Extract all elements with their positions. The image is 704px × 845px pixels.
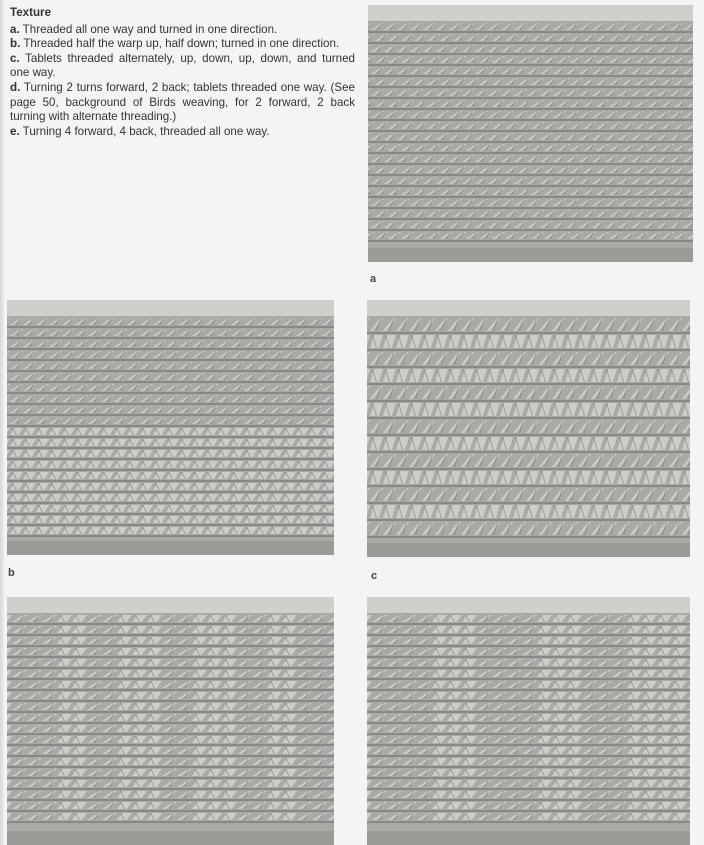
- weave-photo-b: [7, 300, 334, 555]
- weave-texture-image: [7, 300, 334, 555]
- weave-photo-e: [367, 597, 690, 845]
- caption-letter: c.: [10, 51, 20, 65]
- caption-text: Tablets threaded alternately, up, down, up, down, and turned one way.: [10, 51, 355, 80]
- caption-text: Threaded all one way and turned in one direction.: [19, 22, 278, 36]
- figure-label-c: c: [371, 570, 378, 582]
- caption-heading: Texture: [10, 6, 52, 19]
- caption-letter: b.: [10, 37, 21, 51]
- texture-caption: [10, 6, 355, 139]
- caption-letter: e.: [10, 124, 20, 138]
- caption-text: Turning 2 turns forward, 2 back; tablets threaded one way. (See page 50, background of Birds weaving, for 2 forward, 2 back turning with alternate threading.): [10, 80, 355, 124]
- figure-label-b: b: [8, 567, 15, 579]
- caption-item-b: [10, 37, 355, 52]
- figure-label-a: a: [370, 273, 377, 285]
- caption-text: Threaded half the warp up, half down; turned in one direction.: [20, 37, 340, 51]
- page-gutter-shadow: [0, 0, 4, 845]
- weave-photo-a: [368, 5, 693, 262]
- caption-text: Turning 4 forward, 4 back, threaded all one way.: [19, 124, 270, 138]
- caption-letter: d.: [10, 80, 21, 94]
- weave-photo-c: [367, 300, 690, 557]
- weave-texture-image: [367, 300, 690, 557]
- caption-item-a: [10, 23, 355, 38]
- caption-letter: a.: [10, 22, 20, 36]
- weave-photo-d: [7, 597, 334, 845]
- weave-texture-image: [367, 597, 690, 845]
- caption-item-d: [10, 81, 355, 125]
- caption-item-e: [10, 125, 355, 140]
- weave-texture-image: [368, 5, 693, 262]
- weave-texture-image: [7, 597, 334, 845]
- caption-item-c: [10, 52, 355, 81]
